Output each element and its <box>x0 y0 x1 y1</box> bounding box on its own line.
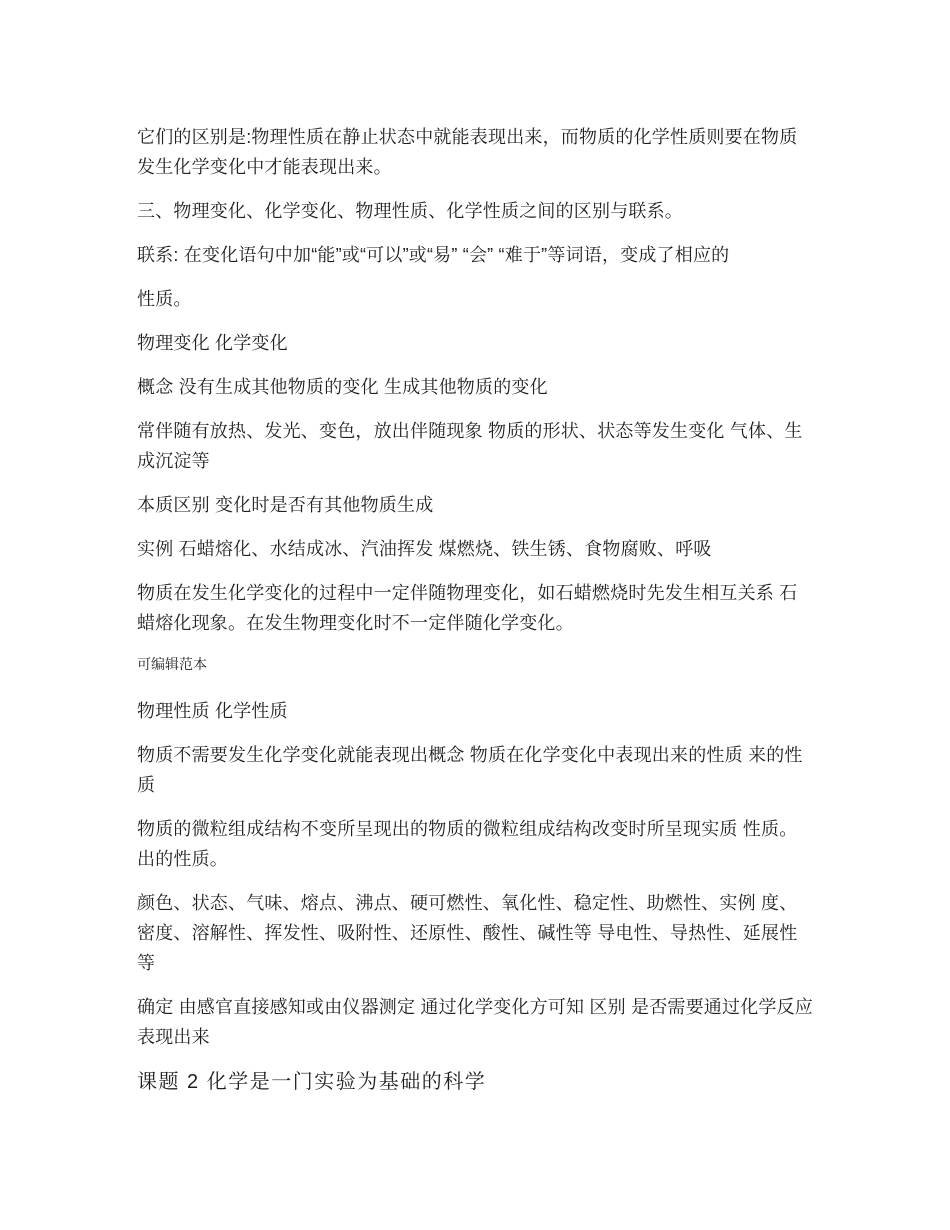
paragraph-property-examples-row: 颜色、状态、气味、熔点、沸点、硬可燃性、氧化性、稳定性、助燃性、实例 度、密度、溶解性、挥发性、吸附性、还原性、酸性、碱性等 导电性、导热性、延展性等 <box>137 893 798 973</box>
paragraph-lianxi-connection: 联系: 在变化语句中加“能”或“可以”或“易” “会” “难于”等词语，变成了相应的 <box>137 245 730 265</box>
section-heading-keti2: 课题 2 化学是一门实验为基础的科学 <box>137 1071 487 1093</box>
paragraph-concept-row: 概念 没有生成其他物质的变化 生成其他物质的变化 <box>137 377 548 397</box>
editable-template-note: 可编辑范本 <box>137 656 207 672</box>
paragraph-accompanying-phenomena: 常伴随有放热、发光、变色，放出伴随现象 物质的形状、状态等发生变化 气体、生成沉淀等 <box>137 421 803 471</box>
paragraph-xingzhi: 性质。 <box>137 289 192 309</box>
paragraph-examples-row: 实例 石蜡熔化、水结成冰、汽油挥发 煤燃烧、铁生锈、食物腐败、呼吸 <box>137 539 712 559</box>
paragraph-difference-intro: 它们的区别是:物理性质在静止状态中就能表现出来，而物质的化学性质则要在物质发生化学变化中才能表现出来。 <box>137 127 798 177</box>
paragraph-change-types-header: 物理变化 化学变化 <box>137 333 288 353</box>
paragraph-mutual-relation: 物质在发生化学变化的过程中一定伴随物理变化，如石蜡燃烧时先发生相互关系 石蜡熔化现象。在发生物理变化时不一定伴随化学变化。 <box>137 583 798 633</box>
paragraph-property-types-header: 物理性质 化学性质 <box>137 701 288 721</box>
paragraph-determination-row: 确定 由感官直接感知或由仪器测定 通过化学变化方可知 区别 是否需要通过化学反应表现出来 <box>137 997 813 1047</box>
paragraph-essential-difference: 本质区别 变化时是否有其他物质生成 <box>137 495 434 515</box>
paragraph-section-three-title: 三、物理变化、化学变化、物理性质、化学性质之间的区别与联系。 <box>137 201 683 221</box>
paragraph-property-essence-row: 物质的微粒组成结构不变所呈现出的物质的微粒组成结构改变时所呈现实质 性质。出的性质。 <box>137 819 798 869</box>
paragraph-property-concept-row: 物质不需要发生化学变化就能表现出概念 物质在化学变化中表现出来的性质 来的性质 <box>137 745 803 795</box>
